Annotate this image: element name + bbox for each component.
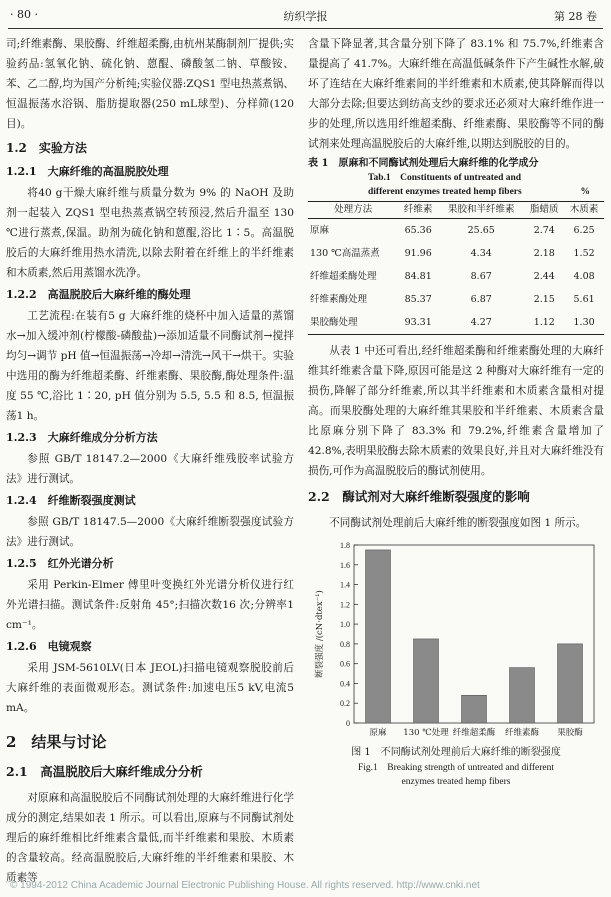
heading-2: 2 结果与讨论 [6, 733, 107, 751]
table-cell: 5.61 [573, 294, 595, 305]
table-cell: 纤维素酶处理 [310, 294, 368, 305]
y-tick-label: 0.4 [340, 679, 350, 689]
x-tick-label: 纤维素酶 [504, 728, 540, 738]
table-caption-cn: 表 1 原麻和不同酶试剂处理后大麻纤维的化学成分 [308, 158, 539, 169]
heading-1-2-6: 1.2.6 电镜观察 [6, 640, 92, 653]
table-header: 果胶和半纤维素 [438, 202, 524, 219]
bar [414, 639, 439, 723]
figure-caption-cn: 图 1 不同酶试剂处理前后大麻纤维的断裂强度 [351, 747, 561, 758]
figure-intro-paragraph: 不同酶试剂处理前后大麻纤维的断裂强度如图 1 所示。 [329, 517, 587, 529]
heading-1-2: 1.2 实验方法 [6, 141, 87, 155]
y-tick-label: 0.2 [340, 699, 350, 709]
table-unit: % [580, 187, 590, 197]
table-cell: 2.74 [533, 225, 555, 236]
table-header-row [308, 202, 604, 219]
x-tick-label: 130 ℃处理 [403, 728, 449, 738]
heading-1-2-4: 1.2.4 纤维断裂强度测试 [6, 494, 136, 507]
table-cell: 1.52 [573, 248, 595, 259]
y-tick-label: 1.2 [340, 600, 350, 610]
table-cell: 25.65 [467, 225, 495, 236]
y-tick-label: 1.4 [340, 580, 350, 590]
sem-paragraph: 采用 JSM-5610LV(日本 JEOL)扫描电镜观察脱胶前后大麻纤维的表面微观形态。测试条件:加速电压5 kV,电流5 mA。 [6, 662, 294, 714]
y-tick-label: 1.6 [340, 560, 350, 570]
table-header: 处理方法 [308, 202, 398, 219]
table-cell: 原麻 [310, 225, 330, 236]
left-column [6, 34, 294, 883]
page-header [0, 0, 611, 30]
right-column [308, 34, 604, 883]
table-caption-en-2: different enzymes treated hemp fibers [368, 187, 522, 197]
strength-bar-chart [308, 537, 604, 745]
table-row [308, 242, 604, 265]
x-tick-label: 原麻 [369, 728, 387, 738]
figure-1 [308, 537, 604, 745]
y-tick-label: 1.0 [340, 620, 350, 630]
journal-name: 纺织学报 [283, 10, 328, 23]
strength-test-paragraph: 参照 GB/T 18147.5—2000《大麻纤维断裂强度试验方法》进行测试。 [6, 516, 294, 548]
figure-caption-en-1: Fig.1 Breaking strength of untreated and different [357, 763, 555, 773]
bar [558, 644, 583, 723]
heading-2-1: 2.1 高温脱胶后大麻纤维成分分析 [6, 764, 203, 779]
table-cell: 85.37 [404, 294, 432, 305]
table-row [308, 288, 604, 311]
table-cell: 6.25 [573, 225, 595, 236]
bar [462, 695, 487, 723]
x-tick-label: 果胶酶 [557, 728, 583, 738]
heading-1-2-2: 1.2.2 高温脱胶后大麻纤维的酶处理 [6, 288, 191, 301]
table-cell: 2.44 [533, 271, 555, 282]
table-row [308, 311, 604, 335]
table-header: 木质素 [564, 202, 604, 219]
heading-1-2-3: 1.2.3 大麻纤维成分分析方法 [6, 431, 158, 444]
results-paragraph: 对原麻和高温脱胶后不同酶试剂处理的大麻纤维进行化学成分的测定,结果如表 1 所示。可以看出,原麻与不同酶试剂处理后的麻纤维相比纤维素含量低,而半纤维素和果胶、木质素的含量较高。经高温脱胶后,大麻纤维的半纤维素和果胶、木质素等 [6, 792, 294, 883]
table-cell: 2.15 [533, 294, 555, 305]
y-tick-label: 0 [346, 719, 350, 728]
x-tick-label: 纤维超柔酶 [452, 728, 496, 738]
table-cell: 65.36 [404, 225, 432, 236]
table-cell: 4.34 [470, 248, 492, 259]
copyright-footer: © 1994-2012 China Academic Journal Electronic Publishing House. All rights reserved. http://www.cnki.net [10, 880, 480, 891]
y-tick-label: 1.8 [340, 541, 350, 550]
header-rule [8, 28, 603, 29]
table-cell: 4.27 [438, 311, 524, 335]
table-cell: 2.18 [533, 248, 555, 259]
table-row [308, 265, 604, 288]
table-cell: 4.08 [573, 271, 595, 282]
figure-caption-en-2: enzymes treated hemp fibers [401, 777, 511, 787]
y-tick-label: 0.8 [340, 639, 350, 649]
materials-paragraph: 司;纤维素酶、果胶酶、纤维超柔酶,由杭州某酶制剂厂提供;实验药品:氢氧化钠、硫化钠、蒽醌、磷酸氢二钠、草酸铵、苯、乙二醇,均为国产分析纯;实验仪器:ZQS1 型电热蒸煮锅、恒温振荡水浴锅、脂肪提取器(250 mL球型)、分样筛(120 目)。 [6, 38, 294, 130]
bar [510, 668, 535, 723]
table-cell: 93.31 [398, 311, 438, 335]
table-cell: 1.12 [524, 311, 564, 335]
table-cell: 91.96 [404, 248, 432, 259]
degumming-paragraph: 将40 g干燥大麻纤维与质量分数为 9% 的 NaOH 及助剂一起装入 ZQS1 型电热蒸煮锅空转预浸,然后升温至 130 ℃进行蒸煮,保温。助剂为硫化钠和蒽醌,浴比 1∶5。高温脱胶后的大麻纤维用热水清洗,以除去附着在纤维上的半纤维素和木质素,然后用蒸馏水洗净。 [6, 187, 294, 279]
volume-label: 第 28 卷 [554, 10, 597, 23]
results-continued-paragraph: 含量下降显著,其含量分别下降了 83.1% 和 75.7%,纤维素含量提高了 41.7%。大麻纤维在高温低碱条件下产生碱性水解,破坏了连结在大麻纤维素间的半纤维素和木质素,使其降解而得以大部分去除;但要达到纺高支纱的要求还必须对大麻纤维作进一步的处理,所以选用纤维超柔酶、纤维素酶、果胶酶等不同的酶试剂来处理高温脱胶后的大麻纤维,以期达到脱胶的目的。 [308, 38, 604, 150]
enzyme-process-paragraph: 工艺流程:在装有5 g 大麻纤维的烧杯中加入适量的蒸馏水→加入缓冲剂(柠檬酸-磷酸盐)→添加适量不同酶试剂→搅拌均匀→调节 pH 值→恒温振荡→冷却→清洗→风干→烘干。实验中选用的酶为纤维超柔酶、纤维素酶、果胶酶,酶处理条件:温度 55 ℃,浴比 1∶20, pH 值分别为 5.5, 5.5 和 8.5, 恒温振荡1 h。 [6, 310, 294, 422]
heading-1-2-1: 1.2.1 大麻纤维的高温脱胶处理 [6, 165, 169, 178]
table-cell: 130 ℃高温蒸煮 [310, 248, 380, 259]
heading-2-2: 2.2 酶试剂对大麻纤维断裂强度的影响 [308, 489, 530, 504]
table-cell: 84.81 [404, 271, 432, 282]
table-header: 纤维素 [398, 202, 438, 219]
table-cell: 8.67 [470, 271, 492, 282]
heading-1-2-5: 1.2.5 红外光谱分析 [6, 557, 114, 570]
y-tick-label: 0.6 [340, 659, 350, 669]
composition-table [308, 201, 604, 335]
table-cell: 1.30 [564, 311, 604, 335]
table-caption-en-1: Tab.1 Constituents of untreated and [368, 173, 522, 183]
table-cell: 果胶酶处理 [308, 311, 398, 335]
table-discussion-paragraph: 从表 1 中还可看出,经纤维超柔酶和纤维素酶处理的大麻纤维其纤维素含量下降,原因可能是这 2 种酶对大麻纤维有一定的损伤,降解了部分纤维素,所以其半纤维素和木质素含量相对提高。而果胶酶处理的大麻纤维其果胶和半纤维素、木质素含量比原麻分别下降了 83.3% 和 79.2%,纤维素含量增加了 42.8%,表明果胶酶去除木质素的效果良好,并且对大麻纤维没有损伤,可作为高温脱胶后的酶试剂使用。 [308, 345, 604, 477]
table-cell: 6.87 [470, 294, 492, 305]
bar [366, 550, 391, 723]
ir-paragraph: 采用 Perkin-Elmer 傅里叶变换红外光谱分析仪进行红外光谱扫描。测试条件:反射角 45°;扫描次数16 次;分辨率1 cm⁻¹。 [6, 579, 294, 631]
page-number: · 80 · [10, 8, 38, 21]
table-1 [308, 156, 604, 335]
table-header: 脂蜡质 [524, 202, 564, 219]
table-cell: 纤维超柔酶处理 [310, 271, 377, 282]
y-axis-label: 断裂强度 /(cN·dtex⁻¹) [315, 590, 325, 678]
composition-method-paragraph: 参照 GB/T 18147.2—2000《大麻纤维残胶率试验方法》进行测试。 [6, 453, 294, 485]
table-row [308, 219, 604, 243]
